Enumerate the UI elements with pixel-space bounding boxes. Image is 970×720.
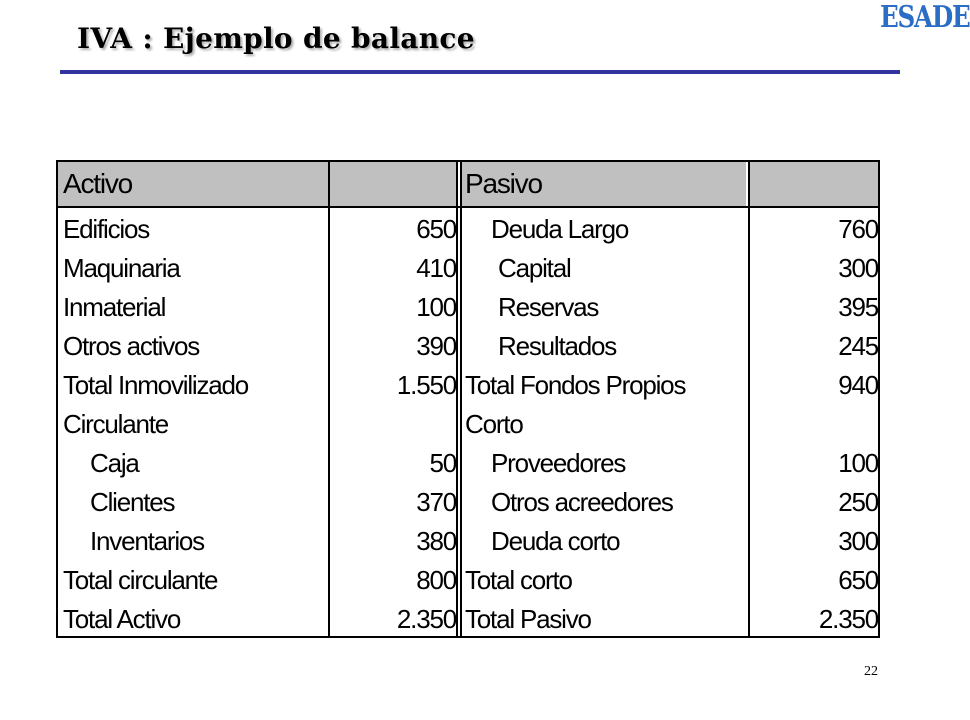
table-row bbox=[462, 210, 878, 249]
balance-table bbox=[56, 160, 880, 638]
activo-value: 410 bbox=[416, 253, 456, 283]
pasivo-label: Deuda corto bbox=[491, 526, 620, 556]
table-row bbox=[58, 522, 456, 561]
table-row bbox=[58, 210, 456, 249]
pasivo-value: 650 bbox=[838, 565, 878, 595]
pasivo-label: Proveedores bbox=[491, 448, 626, 478]
pasivo-value: 760 bbox=[838, 214, 878, 244]
pasivo-value: 2.350 bbox=[818, 604, 878, 634]
header-pasivo: Pasivo bbox=[465, 168, 542, 199]
pasivo-value: 245 bbox=[838, 331, 878, 361]
activo-label: Caja bbox=[90, 448, 139, 478]
activo-label: Circulante bbox=[63, 409, 169, 439]
activo-label: Total Activo bbox=[63, 604, 181, 634]
activo-value: 50 bbox=[429, 448, 456, 478]
pasivo-value: 940 bbox=[838, 370, 878, 400]
header-cell-activo bbox=[58, 162, 328, 206]
header-cell-activo-value bbox=[330, 162, 456, 206]
pasivo-value: 395 bbox=[838, 292, 878, 322]
table-row bbox=[462, 561, 878, 600]
table-row bbox=[462, 483, 878, 522]
table-row bbox=[58, 600, 456, 639]
table-row bbox=[58, 366, 456, 405]
table-row bbox=[462, 249, 878, 288]
activo-label: Clientes bbox=[90, 487, 175, 517]
activo-value: 370 bbox=[416, 487, 456, 517]
table-row bbox=[462, 366, 878, 405]
activo-value: 650 bbox=[416, 214, 456, 244]
title-underline bbox=[60, 70, 900, 74]
table-row bbox=[462, 405, 878, 444]
table-row bbox=[58, 327, 456, 366]
activo-value: 800 bbox=[416, 565, 456, 595]
activo-value: 380 bbox=[416, 526, 456, 556]
table-row bbox=[462, 444, 878, 483]
table-row bbox=[462, 600, 878, 639]
activo-label: Edificios bbox=[63, 214, 150, 244]
page-number: 22 bbox=[864, 664, 878, 679]
pasivo-label: Total corto bbox=[465, 565, 572, 595]
header-cell-pasivo-value bbox=[750, 162, 878, 206]
header-cell-pasivo bbox=[460, 162, 746, 206]
table-row bbox=[462, 522, 878, 561]
table-row bbox=[58, 561, 456, 600]
divider-middle-left bbox=[456, 162, 458, 636]
table-row bbox=[462, 288, 878, 327]
activo-label: Total Inmovilizado bbox=[63, 370, 249, 400]
activo-label: Otros activos bbox=[63, 331, 200, 361]
activo-value: 100 bbox=[416, 292, 456, 322]
activo-label: Total circulante bbox=[63, 565, 218, 595]
activo-label: Inmaterial bbox=[63, 292, 166, 322]
pasivo-value: 250 bbox=[838, 487, 878, 517]
table-row bbox=[58, 405, 456, 444]
pasivo-label: Otros acreedores bbox=[491, 487, 673, 517]
pasivo-value: 300 bbox=[838, 253, 878, 283]
pasivo-label: Resultados bbox=[498, 331, 617, 361]
activo-label: Maquinaria bbox=[63, 253, 180, 283]
activo-value: 390 bbox=[416, 331, 456, 361]
slide-title: IVA : Ejemplo de balance bbox=[77, 22, 475, 55]
table-row bbox=[58, 288, 456, 327]
pasivo-value: 100 bbox=[838, 448, 878, 478]
pasivo-label: Total Pasivo bbox=[465, 604, 591, 634]
activo-label: Inventarios bbox=[90, 526, 204, 556]
table-row bbox=[462, 327, 878, 366]
pasivo-label: Capital bbox=[498, 253, 571, 283]
pasivo-label: Total Fondos Propios bbox=[465, 370, 686, 400]
table-row bbox=[58, 249, 456, 288]
header-activo: Activo bbox=[63, 168, 133, 199]
activo-value: 1.550 bbox=[396, 370, 456, 400]
table-header-row bbox=[58, 162, 878, 208]
table-row bbox=[58, 444, 456, 483]
activo-value: 2.350 bbox=[396, 604, 456, 634]
esade-logo: ESADE bbox=[880, 0, 970, 35]
pasivo-value: 300 bbox=[838, 526, 878, 556]
table-row bbox=[58, 483, 456, 522]
pasivo-label: Corto bbox=[465, 409, 523, 439]
pasivo-label: Reservas bbox=[498, 292, 599, 322]
pasivo-label: Deuda Largo bbox=[491, 214, 629, 244]
